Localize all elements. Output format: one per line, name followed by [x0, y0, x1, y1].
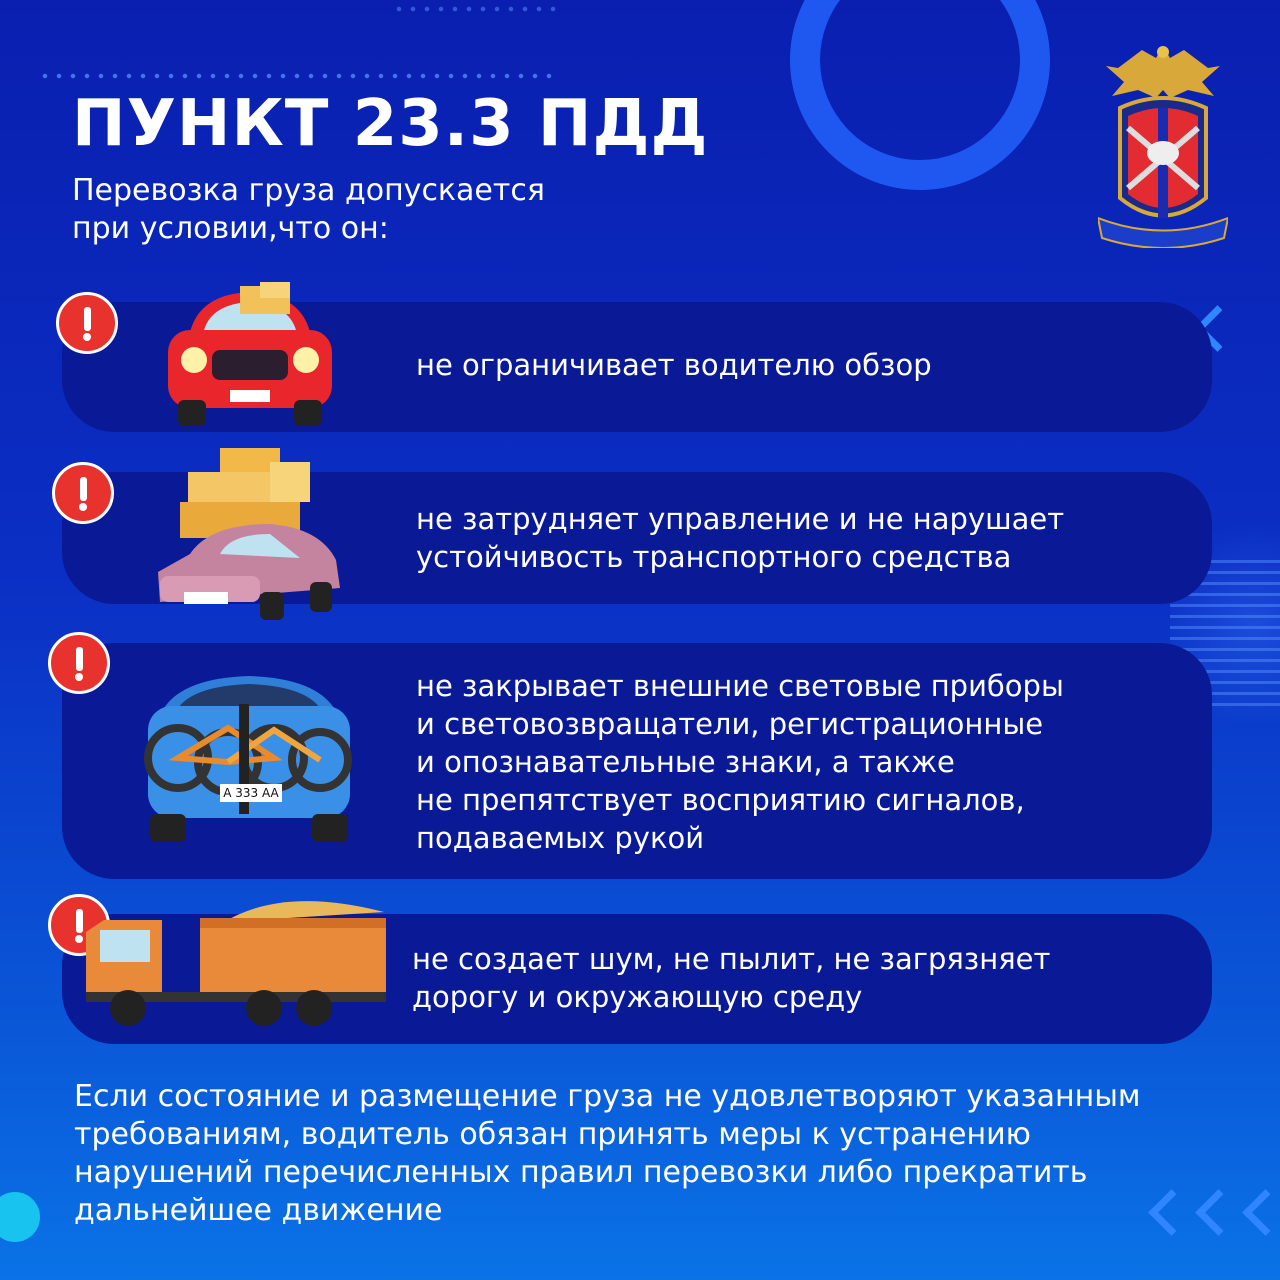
decor-dots [38, 73, 558, 79]
footer-line: требованиям, водитель обязан принять меры к устранению [74, 1117, 1031, 1152]
rule-line: и опознавательные знаки, а также [416, 745, 955, 779]
rule-line: не препятствует восприятию сигналов, [416, 783, 1025, 817]
license-plate: A 333 AA [223, 786, 279, 800]
overloaded-car-roof-boxes-icon [150, 442, 350, 628]
dump-truck-with-sand-icon [84, 892, 424, 1030]
rule-text-1 [416, 346, 932, 384]
subtitle-line: Перевозка груза допускается [72, 173, 545, 208]
warning-exclamation-icon [52, 462, 114, 524]
warning-exclamation-icon [48, 632, 110, 694]
page-subtitle [72, 172, 692, 248]
rule-line: и световозвращатели, регистрационные [416, 707, 1044, 741]
rule-line: не ограничивает водителю обзор [416, 348, 932, 382]
rule-line: не затрудняет управление и не нарушает [416, 502, 1065, 536]
rule-line: подаваемых рукой [416, 821, 705, 855]
footer-note [74, 1078, 1224, 1230]
eagle-icon [1106, 46, 1220, 98]
rule-line: не закрывает внешние световые приборы [416, 669, 1064, 703]
police-emblem-icon [1098, 38, 1228, 248]
decor-dots-top [392, 6, 562, 12]
rule-text-4 [412, 940, 1050, 1016]
footer-line: дальнейшее движение [74, 1193, 443, 1228]
rule-line: не создает шум, не пылит, не загрязняет [412, 942, 1051, 976]
rule-line: устойчивость транспортного средства [416, 540, 1012, 574]
footer-line: нарушений перечисленных правил перевозки либо прекратить [74, 1155, 1088, 1190]
rule-text-2 [416, 500, 1064, 576]
footer-line: Если состояние и размещение груза не удовлетворяют указанным [74, 1079, 1141, 1114]
subtitle-line: при условии,что он: [72, 211, 389, 246]
rule-line: дорогу и окружающую среду [412, 980, 863, 1014]
red-car-with-boxes-on-dashboard-icon [160, 282, 340, 430]
page-title: ПУНКТ 23.3 ПДД [72, 87, 709, 161]
warning-exclamation-icon [56, 292, 118, 354]
car-with-bike-rack-icon [144, 668, 354, 848]
decor-ring [790, 0, 1050, 190]
rule-text-3 [416, 667, 1064, 857]
decor-cyan-dot [0, 1192, 40, 1242]
